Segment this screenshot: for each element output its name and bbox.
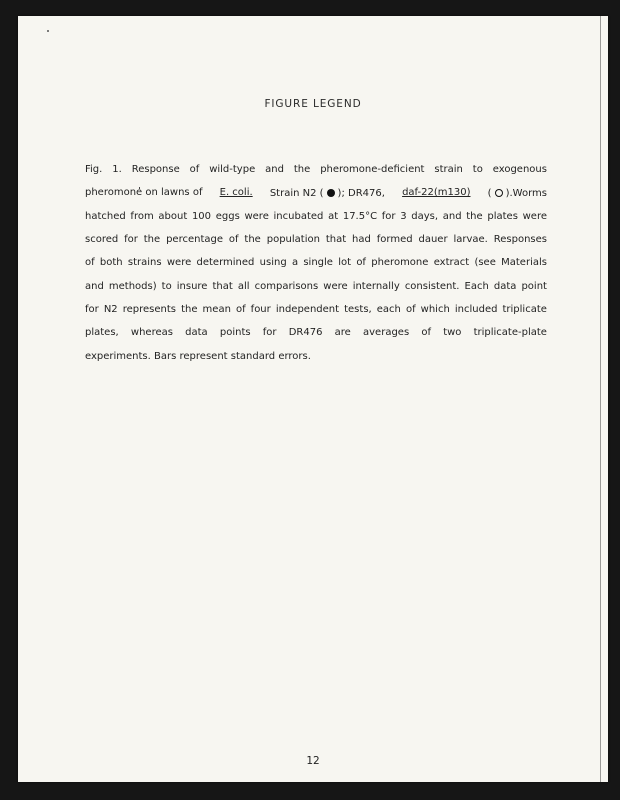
word: exogenous [492,164,547,176]
word: data [185,327,208,339]
word: scored [85,234,119,246]
word: for [262,327,277,339]
word: triplicate-plate [473,327,547,339]
word: single [303,257,333,269]
word: to [161,280,172,292]
word: independent [275,303,340,315]
word: comparisons [254,280,319,292]
word: the [244,234,261,246]
figure-legend-paragraph [85,158,547,368]
word: using [259,257,287,269]
word: Fig. [85,164,103,176]
word: tests, [344,303,372,315]
word: each [376,303,401,315]
page-edge-line [600,16,601,782]
word: two [443,327,462,339]
word: dauer [418,234,448,246]
word: incubated [273,210,324,222]
paper-speck [47,30,49,32]
word: were [244,210,269,222]
word: triplicate [502,303,547,315]
word: 100 [191,210,212,222]
word: point [521,280,547,292]
word: the [293,164,311,176]
word: 1. [112,164,122,176]
word: consistent. [404,280,460,292]
word: were [522,210,547,222]
word: errors. [278,350,311,362]
allele-name: daf-22(m130) [402,187,471,199]
word: which [420,303,450,315]
text-segment: ( [487,187,492,199]
word: of [235,303,246,315]
word: of [85,257,95,269]
word: and [85,280,104,292]
word: eggs [215,210,240,222]
word: a [291,257,299,269]
legend-heading: FIGURE LEGEND [264,98,362,110]
word: the [143,234,161,246]
word: and [265,164,284,176]
word: internally [352,280,400,292]
text-line-8 [85,321,547,344]
text-segment [270,187,385,199]
text-segment: ); DR476, [337,187,385,199]
text-line-7 [85,298,547,321]
word: determined [196,257,255,269]
filled-circle-icon [324,187,338,199]
word: of [189,164,200,176]
word: pheromone [371,257,429,269]
word: wild-type [209,164,256,176]
word: insure [176,280,208,292]
word: population [266,234,320,246]
word: DR476 [288,327,323,339]
word: 3 [400,210,407,222]
text-line-3 [85,205,547,228]
species-name: E. coli. [219,187,253,199]
word: represent [179,350,228,362]
word: are [334,327,351,339]
word: N2 [103,303,118,315]
word: were [166,257,192,269]
word: that [212,280,233,292]
word: lot [338,257,352,269]
text-segment: ).Worms [505,187,547,199]
word: had [352,234,371,246]
text-segment: pheromone on lawns of [85,187,203,199]
text-line-2 [85,181,547,204]
word: methods) [108,280,157,292]
word: plates [487,210,518,222]
word: Each [464,280,489,292]
word: percentage [166,234,223,246]
text-line-6 [85,274,547,297]
word: Bars [154,350,177,362]
document-page [18,16,608,782]
word: whereas [130,327,173,339]
word: included [454,303,498,315]
word: hatched [85,210,126,222]
open-circle-icon [492,187,506,199]
word: points [219,327,251,339]
text-line-9 [85,344,547,367]
word: the [181,303,198,315]
word: and [442,210,462,222]
word: for [124,234,138,246]
word: all [237,280,250,292]
word: of [405,303,416,315]
word: experiments. [85,350,151,362]
word: of [421,327,431,339]
text-line-1 [85,158,547,181]
text-line-5 [85,251,547,274]
word: formed [376,234,413,246]
word: Materials [501,257,547,269]
word: days, [411,210,439,222]
word: to [472,164,483,176]
word: that [325,234,347,246]
word: pheromone-deficient [320,164,425,176]
word: data [493,280,517,292]
text-line-4 [85,228,547,251]
text-segment: Strain N2 ( [269,187,324,199]
word: of [228,234,239,246]
word: Response [131,164,180,176]
word: for [381,210,396,222]
word: of [356,257,366,269]
word: were [323,280,348,292]
page-number: 12 [306,755,320,767]
word: the [466,210,483,222]
word: averages [363,327,410,339]
word: 17.5°C [342,210,378,222]
word: for [85,303,99,315]
word: standard [230,350,276,362]
word: strain [434,164,463,176]
word: mean [202,303,231,315]
word: Responses [493,234,547,246]
word: four [250,303,271,315]
word: from [130,210,154,222]
word: both [99,257,123,269]
word: (see [474,257,496,269]
word: extract [433,257,470,269]
word: at [328,210,339,222]
word: represents [122,303,176,315]
text-segment [488,187,547,199]
word: strains [127,257,162,269]
word: larvae. [453,234,488,246]
word: about [158,210,188,222]
word: plates, [85,327,119,339]
